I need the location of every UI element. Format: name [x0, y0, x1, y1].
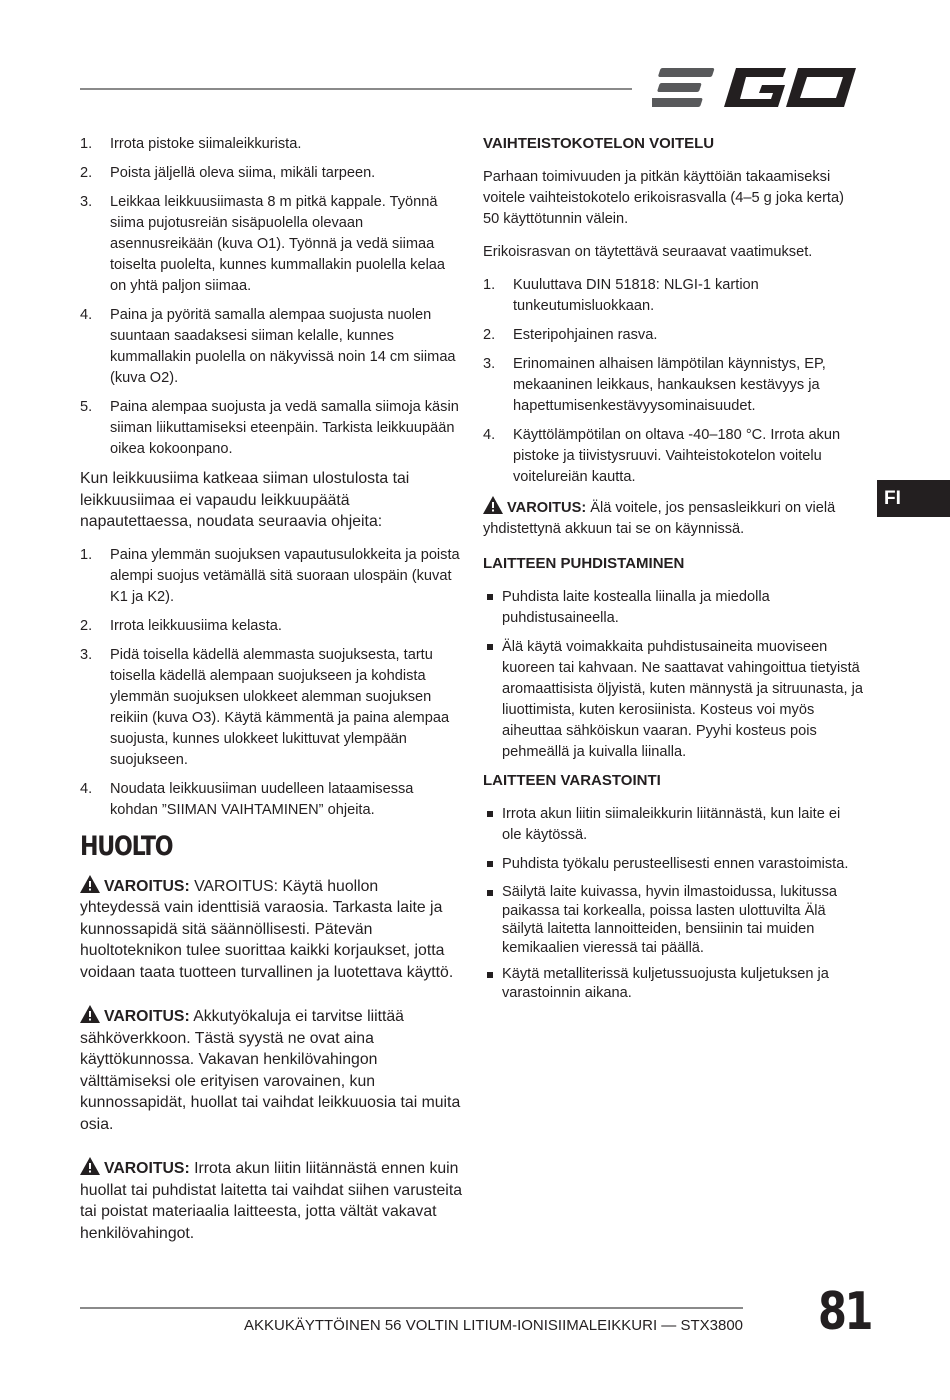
right-column	[483, 134, 863, 1011]
intro-paragraph: Kun leikkuusiima katkeaa siiman ulostulosta tai leikkuusiimaa ei vapaudu leikkuupäätä napautettaessa, noudata seuraavia ohjeita:	[80, 470, 410, 530]
bullet-icon	[487, 861, 493, 867]
warning-icon	[80, 1157, 100, 1175]
list-item: 2. Esteripohjainen rasva.	[483, 327, 658, 343]
list-item: 4. Noudata leikkuusiiman uudelleen lataamisessa kohdan ”SIIMAN VAIHTAMINEN” ohjeita.	[80, 780, 414, 818]
storage-heading: LAITTEEN VARASTOINTI	[483, 772, 661, 789]
language-tab: FI	[877, 480, 950, 517]
warning-block: VAROITUS: Irrota akun liitin liitännästä ennen kuin huollat tai puhdistat laitetta tai vaihdat siihen varusteita tai poistat materiaalia laitteesta, jotta vältät vakavat henkilövahingot.	[80, 1157, 462, 1244]
header-rule	[80, 88, 632, 90]
list-item: 1. Irrota pistoke siimaleikkurista.	[80, 136, 302, 152]
list-item: Puhdista työkalu perusteellisesti ennen varastoimista.	[483, 854, 863, 875]
list-item: 2. Poista jäljellä oleva siima, mikäli tarpeen.	[80, 165, 376, 181]
page-number: 81	[818, 1282, 872, 1342]
line-replacement-steps	[80, 134, 462, 460]
storage-list	[483, 804, 863, 1003]
warning-icon	[80, 875, 100, 893]
line-break-steps	[80, 545, 462, 821]
bullet-icon	[487, 811, 493, 817]
list-item: Käytä metalliterissä kuljetussuojusta kuljetuksen ja varastoinnin aikana.	[483, 965, 863, 1003]
warning-block: VAROITUS: Älä voitele, jos pensasleikkuri on vielä yhdistettynä akkuun tai se on käynnissä.	[483, 496, 863, 540]
list-item: 3. Leikkaa leikkuusiimasta 8 m pitkä kappale. Työnnä siima pujotusreiän sisäpuolella olevaan asennusreikään (kuva O1). Työnnä ja vedä siimaa toiselta puolelta, kunnes kummallakin puolella kelaa on yhtä paljon siimaa.	[80, 194, 446, 294]
list-item: 3. Pidä toisella kädellä alemmasta suojuksesta, tartu toisella kädellä alempaan suojukseen ja kohdista ylemmän suojuksen ulokkeet alemman suojuksen reikiin (kuva O3). Käytä kämmentä ja paina alempaa suojusta, kunnes ulokkeet lukittuvat ylempään suojukseen.	[80, 646, 450, 768]
list-item: 2. Irrota leikkuusiima kelasta.	[80, 617, 282, 634]
list-item: 1. Paina ylemmän suojuksen vapautusulokkeita ja poista alempi suojus vetämällä sitä suoraan ulospäin (kuvat K1 ja K2).	[80, 546, 460, 605]
warning-label: VAROITUS:	[104, 1160, 190, 1177]
list-item: 5. Paina alempaa suojusta ja vedä samalla siimoja käsin siiman liikuttamiseksi eteenpäin. Tarkista leikkuupään oikea kokoonpano.	[80, 399, 459, 457]
gear-paragraph: Parhaan toimivuuden ja pitkän käyttöiän takaamiseksi voitele vaihteistokotelo erikoisrasvalla (4–5 g joka kerta) 50 käyttötunnin välein.	[483, 169, 844, 227]
warning-label: VAROITUS:	[507, 500, 587, 516]
warning-block: VAROITUS: Akkutyökaluja ei tarvitse liittää sähköverkkoon. Tästä syystä ne ovat aina käyttökunnossa. Vakavan henkilövahingon välttämiseksi ole erityisen varovainen, kun kunnossapidät, huollat tai vaihdat leikkuuosia tai muita osia.	[80, 1005, 462, 1135]
cleaning-list	[483, 587, 863, 763]
warning-icon	[483, 496, 503, 514]
list-item: Irrota akun liitin siimaleikkurin liitännästä, kun laite ei ole käytössä.	[483, 804, 863, 846]
ego-logo	[652, 64, 862, 112]
bullet-icon	[487, 890, 493, 896]
warning-label: VAROITUS:	[104, 1008, 190, 1025]
bullet-icon	[487, 644, 493, 650]
list-item: 4. Paina ja pyöritä samalla alempaa suojusta nuolen suuntaan saadaksesi siiman kelalle, kunnes kummallakin puolella on näkyvissä noin 14 cm siimaa (kuva O2).	[80, 307, 456, 386]
bullet-icon	[487, 972, 493, 978]
list-item: Puhdista laite kostealla liinalla ja miedolla puhdistusaineella.	[483, 587, 863, 629]
section-title: HUOLTO	[80, 830, 173, 862]
list-item: 1. Kuuluttava DIN 51818: NLGI-1 kartion tunkeutumisluokkaan.	[483, 277, 759, 314]
footer-rule	[80, 1307, 743, 1309]
bullet-icon	[487, 594, 493, 600]
list-item: 3. Erinomainen alhaisen lämpötilan käynnistys, EP, mekaaninen leikkaus, hankauksen kestävyys ja hapettumisenkestävyysominaisuudet.	[483, 356, 826, 414]
gear-heading: VAIHTEISTOKOTELON VOITELU	[483, 135, 715, 152]
grease-requirements-list	[483, 275, 863, 488]
warning-icon	[80, 1005, 100, 1023]
left-column	[80, 134, 462, 1266]
cleaning-heading: LAITTEEN PUHDISTAMINEN	[483, 555, 685, 572]
gear-requirements-intro: Erikoisrasvan on täytettävä seuraavat vaatimukset.	[483, 244, 813, 260]
list-item: Älä käytä voimakkaita puhdistusaineita muoviseen kuoreen tai kahvaan. Ne saattavat vahingoittua tietyistä aromaattisista öljyistä, kuten männystä ja sitruunasta, ja liuottimista, kuten kerosiinista. Kosteus voi myös aiheuttaa sähköiskun vaaran. Pyyhi kosteus pois pehmeällä ja kuivalla liinalla.	[483, 637, 863, 763]
warning-label: VAROITUS:	[104, 877, 190, 895]
footer-text: AKKUKÄYTTÖINEN 56 VOLTIN LITIUM-IONISIIMALEIKKURI — STX3800	[243, 1317, 743, 1334]
list-item: 4. Käyttölämpötilan on oltava -40–180 °C. Irrota akun pistoke ja tiivistysruuvi. Vaihteistokotelon voitelu voitelureiän kautta.	[483, 427, 841, 485]
list-item: Säilytä laite kuivassa, hyvin ilmastoidussa, lukitussa paikassa tai korkealla, poissa lasten ulottuvilta Älä säilytä laitetta lannoitteiden, bensiinin tai muiden kemikaalien vieressä tai päällä.	[483, 883, 863, 957]
warning-block: VAROITUS: VAROITUS: Käytä huollon yhteydessä vain identtisiä varaosia. Tarkasta laite ja kunnossapidä sitä säännöllisesti. Pätevän huoltoteknikon tulee suorittaa kaikki korjaukset, jotta voidaan taata tuotteen turvallinen ja luotettava käyttö.	[80, 875, 462, 984]
